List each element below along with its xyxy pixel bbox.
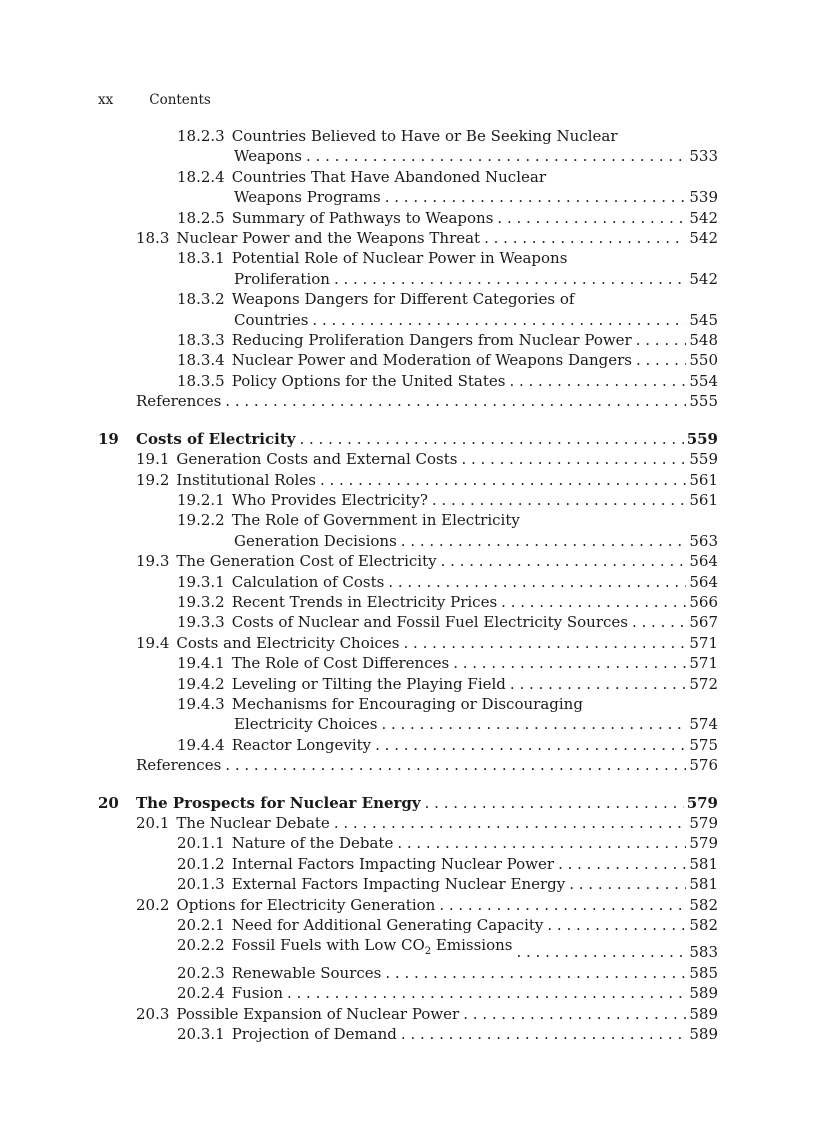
toc-entry-18-2-3-cont[interactable] xyxy=(98,146,718,166)
entry-title: Generation Costs and External Costs xyxy=(176,450,458,469)
entry-number: 20.2.4 xyxy=(177,984,225,1003)
toc-entry-18-3-5[interactable] xyxy=(98,371,718,391)
toc-entry-references-18[interactable] xyxy=(98,391,718,411)
toc-entry-18-3-1 xyxy=(98,248,718,268)
entry-page: 571 xyxy=(689,654,718,673)
toc-entry-20-2[interactable] xyxy=(98,895,718,915)
entry-page: 576 xyxy=(689,756,718,775)
entry-title: External Factors Impacting Nuclear Energy xyxy=(231,875,566,894)
entry-title: Potential Role of Nuclear Power in Weapons xyxy=(231,249,568,268)
entry-title: The Nuclear Debate xyxy=(176,814,330,832)
entry-title: The Role of Government in Electricity xyxy=(231,511,520,530)
toc-entry-19-2-1[interactable] xyxy=(98,490,718,510)
entry-page: 583 xyxy=(689,943,718,962)
toc-entry-20-3[interactable] xyxy=(98,1004,718,1024)
entry-title: Options for Electricity Generation xyxy=(176,895,436,914)
toc-entry-19-4-3 xyxy=(98,694,718,714)
entry-title-subscript: 2 xyxy=(424,946,432,958)
toc-entry-19-1[interactable] xyxy=(98,449,718,469)
toc-entry-19-4-4[interactable] xyxy=(98,735,718,755)
toc-entry-20-2-2[interactable] xyxy=(98,935,718,962)
entry-title-cont: Proliferation xyxy=(234,269,330,288)
toc-chapter-19[interactable] xyxy=(98,429,718,449)
entry-title: Fossil Fuels with Low CO xyxy=(231,936,425,955)
toc-entry-20-2-4[interactable] xyxy=(98,983,718,1003)
entry-page: 550 xyxy=(689,351,718,370)
entry-number: 18.3 xyxy=(136,229,170,248)
entry-number: 20.3 xyxy=(136,1004,170,1023)
entry-title: References xyxy=(136,756,222,775)
entry-title: Who Provides Electricity? xyxy=(231,490,428,509)
toc-entry-19-3[interactable] xyxy=(98,551,718,571)
entry-page: 542 xyxy=(689,208,718,227)
entry-page: 561 xyxy=(689,490,718,509)
entry-number: 19.3.3 xyxy=(177,613,225,632)
entry-title: Fusion xyxy=(231,984,283,1003)
running-title: Contents xyxy=(149,92,211,108)
entry-page: 559 xyxy=(686,429,718,448)
entry-number: 20.2.2 xyxy=(177,936,225,955)
toc-entry-20-1-1[interactable] xyxy=(98,833,718,853)
entry-page: 589 xyxy=(689,984,718,1003)
entry-page: 563 xyxy=(689,531,718,550)
entry-page: 579 xyxy=(689,834,718,853)
toc-entry-19-4-1[interactable] xyxy=(98,653,718,673)
entry-page: 542 xyxy=(689,269,718,288)
entry-title-cont: Weapons xyxy=(234,147,303,166)
entry-number: 19.4.4 xyxy=(177,735,225,754)
toc-entry-18-3-3[interactable] xyxy=(98,330,718,350)
toc-entry-18-2-5[interactable] xyxy=(98,208,718,228)
entry-number: 19.2.2 xyxy=(177,511,225,530)
page-number: xx xyxy=(98,92,114,108)
entry-page: 559 xyxy=(689,450,718,469)
entry-title: Internal Factors Impacting Nuclear Power xyxy=(231,854,555,873)
entry-page: 589 xyxy=(689,1004,718,1023)
running-header xyxy=(98,90,211,110)
toc-entry-18-3-1-cont[interactable] xyxy=(98,269,718,289)
entry-page: 582 xyxy=(689,895,718,914)
chapter-title: Costs of Electricity xyxy=(136,429,296,448)
entry-title-post: Emissions xyxy=(431,936,513,955)
toc-entry-18-3-4[interactable] xyxy=(98,350,718,370)
entry-number: 19.2 xyxy=(136,470,170,489)
entry-title: Projection of Demand xyxy=(231,1025,397,1044)
entry-number: 19.1 xyxy=(136,450,170,469)
entry-title: Summary of Pathways to Weapons xyxy=(231,208,494,227)
entry-number: 18.3.5 xyxy=(177,371,225,390)
entry-page: 561 xyxy=(689,470,718,489)
entry-number: 20.3.1 xyxy=(177,1025,225,1044)
entry-number: 20.2.3 xyxy=(177,963,225,982)
entry-page: 582 xyxy=(689,916,718,935)
toc-entry-20-3-1[interactable] xyxy=(98,1024,718,1044)
entry-number: 19.4.1 xyxy=(177,654,225,673)
entry-page: 571 xyxy=(689,633,718,652)
chapter-number: 19 xyxy=(98,429,119,448)
entry-number: 19.4.2 xyxy=(177,674,225,693)
toc-entry-19-2-2-cont[interactable] xyxy=(98,531,718,551)
entry-title: Reducing Proliferation Dangers from Nuclear Power xyxy=(231,331,632,350)
entry-title: Costs of Nuclear and Fossil Fuel Electricity Sources xyxy=(231,613,628,632)
entry-number: 19.4 xyxy=(136,633,170,652)
entry-title: Renewable Sources xyxy=(231,963,382,982)
entry-title: Need for Additional Generating Capacity xyxy=(231,916,544,935)
toc-entry-20-1-3[interactable] xyxy=(98,874,718,894)
entry-page: 554 xyxy=(689,371,718,390)
toc-entry-19-4-2[interactable] xyxy=(98,674,718,694)
entry-page: 585 xyxy=(689,963,718,982)
entry-title: The Generation Cost of Electricity xyxy=(176,552,437,571)
entry-title-cont: Electricity Choices xyxy=(234,715,378,734)
toc-entry-19-2-2 xyxy=(98,510,718,530)
entry-number: 19.4.3 xyxy=(177,694,225,713)
entry-title-cont: Weapons Programs xyxy=(234,188,381,207)
toc-chapter-20[interactable] xyxy=(98,793,718,813)
entry-page: 579 xyxy=(689,814,718,832)
entry-page: 566 xyxy=(689,592,718,611)
entry-title-cont: Countries xyxy=(234,310,309,329)
entry-title: Countries That Have Abandoned Nuclear xyxy=(231,167,546,186)
entry-page: 539 xyxy=(689,188,718,207)
toc-entry-18-2-3 xyxy=(98,126,718,146)
entry-title: Nature of the Debate xyxy=(231,834,394,853)
entry-title: Leveling or Tilting the Playing Field xyxy=(231,674,506,693)
toc-entry-18-3-2-cont[interactable] xyxy=(98,310,718,330)
toc-entry-19-2[interactable] xyxy=(98,470,718,490)
toc-entry-20-2-3[interactable] xyxy=(98,963,718,983)
entry-page: 548 xyxy=(689,331,718,350)
entry-page: 533 xyxy=(689,147,718,166)
entry-page: 567 xyxy=(689,613,718,632)
entry-number: 19.3.1 xyxy=(177,572,225,591)
toc-entry-19-4-3-cont[interactable] xyxy=(98,714,718,734)
table-of-contents xyxy=(98,126,718,1044)
entry-title: Recent Trends in Electricity Prices xyxy=(231,592,498,611)
entry-number: 18.2.5 xyxy=(177,208,225,227)
entry-title: Calculation of Costs xyxy=(231,572,385,591)
toc-entry-20-1-2[interactable] xyxy=(98,854,718,874)
entry-number: 19.3 xyxy=(136,552,170,571)
entry-number: 20.1 xyxy=(136,814,170,832)
entry-number: 18.3.3 xyxy=(177,331,225,350)
entry-title: Policy Options for the United States xyxy=(231,371,506,390)
entry-title: Mechanisms for Encouraging or Discouraging xyxy=(231,694,583,713)
entry-number: 18.2.3 xyxy=(177,127,225,145)
toc-entry-18-3[interactable] xyxy=(98,228,718,248)
entry-number: 19.3.2 xyxy=(177,592,225,611)
entry-page: 581 xyxy=(689,854,718,873)
entry-title: Reactor Longevity xyxy=(231,735,372,754)
entry-page: 564 xyxy=(689,572,718,591)
entry-title: Costs and Electricity Choices xyxy=(176,633,400,652)
entry-number: 20.1.3 xyxy=(177,875,225,894)
entry-number: 18.3.4 xyxy=(177,351,225,370)
entry-title: Institutional Roles xyxy=(176,470,316,489)
toc-entry-19-3-1[interactable] xyxy=(98,572,718,592)
entry-number: 19.2.1 xyxy=(177,490,225,509)
toc-entry-20-1[interactable] xyxy=(98,813,718,833)
toc-entry-18-2-4-cont[interactable] xyxy=(98,187,718,207)
entry-page: 545 xyxy=(689,310,718,329)
entry-page: 581 xyxy=(689,875,718,894)
entry-title: Possible Expansion of Nuclear Power xyxy=(176,1004,460,1023)
entry-number: 18.3.2 xyxy=(177,290,225,309)
entry-page: 579 xyxy=(686,793,718,812)
entry-page: 555 xyxy=(689,392,718,411)
entry-number: 20.2.1 xyxy=(177,916,225,935)
entry-title: Nuclear Power and Moderation of Weapons Dangers xyxy=(231,351,632,370)
toc-entry-19-4[interactable] xyxy=(98,633,718,653)
chapter-title: The Prospects for Nuclear Energy xyxy=(136,793,421,812)
toc-entry-references-19[interactable] xyxy=(98,755,718,775)
toc-entry-18-3-2 xyxy=(98,289,718,309)
entry-number: 18.2.4 xyxy=(177,167,225,186)
entry-title: Countries Believed to Have or Be Seeking Nuclear xyxy=(231,127,618,145)
entry-title: Nuclear Power and the Weapons Threat xyxy=(176,229,481,248)
entry-title: The Role of Cost Differences xyxy=(231,654,450,673)
entry-number: 18.3.1 xyxy=(177,249,225,268)
entry-number: 20.1.1 xyxy=(177,834,225,853)
entry-title: Weapons Dangers for Different Categories of xyxy=(231,290,575,309)
entry-page: 574 xyxy=(689,715,718,734)
entry-page: 589 xyxy=(689,1025,718,1044)
entry-page: 572 xyxy=(689,674,718,693)
entry-title: References xyxy=(136,392,222,411)
entry-number: 20.2 xyxy=(136,895,170,914)
toc-entry-19-3-2[interactable] xyxy=(98,592,718,612)
toc-entry-20-2-1[interactable] xyxy=(98,915,718,935)
toc-entry-18-2-4 xyxy=(98,167,718,187)
entry-page: 542 xyxy=(689,229,718,248)
entry-page: 564 xyxy=(689,552,718,571)
entry-title-cont: Generation Decisions xyxy=(234,531,397,550)
toc-entry-19-3-3[interactable] xyxy=(98,612,718,632)
entry-page: 575 xyxy=(689,735,718,754)
chapter-number: 20 xyxy=(98,793,119,812)
entry-number: 20.1.2 xyxy=(177,854,225,873)
